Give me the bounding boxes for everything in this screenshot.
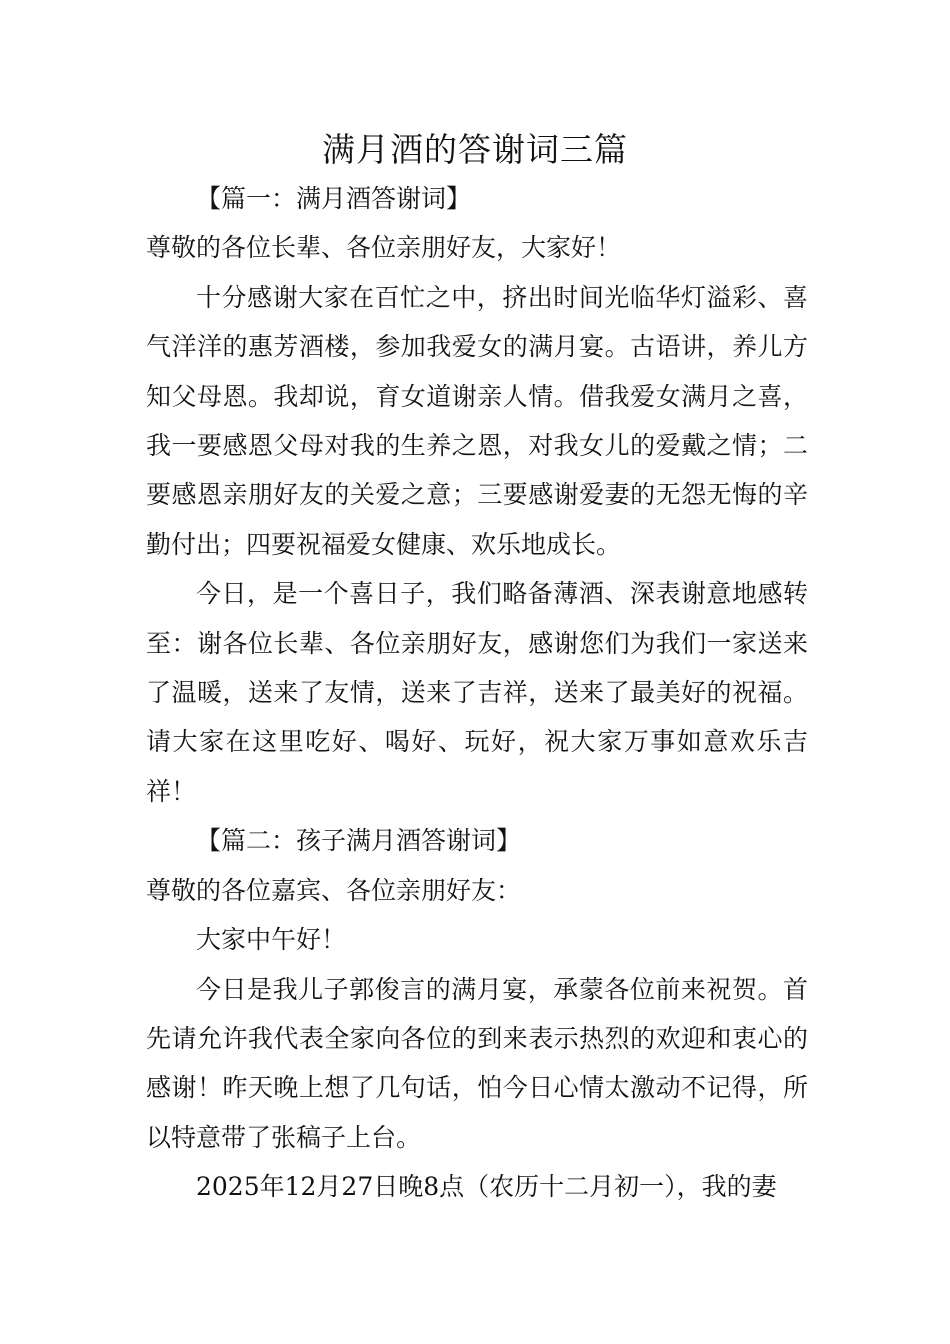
- greeting-1: 尊敬的各位长辈、各位亲朋好友，大家好！: [146, 233, 622, 263]
- document-title: 满月酒的答谢词三篇: [322, 130, 628, 169]
- paragraph-2-1: 今日是我儿子郭俊言的满月宴，承蒙各位前来祝贺。首先请允许我代表全家向各位的到来表示热烈的欢迎和衷心的感谢！昨天晚上想了几句话，怕今日心情太激动不记得，所以特意带了张稿子上台。: [146, 974, 808, 1152]
- paragraph-1-1: 十分感谢大家在百忙之中，挤出时间光临华灯溢彩、喜气洋洋的惠芳酒楼，参加我爱女的满月宴。古语讲，养儿方知父母恩。我却说，育女道谢亲人情。借我爱女满月之喜，我一要感恩父母对我的生养之恩，对我女儿的爱戴之情；二要感恩亲朋好友的关爱之意；三要感谢爱妻的无怨无悔的辛勤付出；四要祝福爱女健康、欢乐地成长。: [146, 282, 808, 559]
- greeting-2: 尊敬的各位嘉宾、各位亲朋好友：: [146, 875, 522, 905]
- document-body: [146, 174, 808, 1212]
- section-heading-1: 【篇一：满月酒答谢词】: [196, 184, 472, 213]
- hello-line: 大家中午好！: [196, 925, 347, 955]
- paragraph-1-2: 今日，是一个喜日子，我们略备薄酒、深表谢意地感转至：谢各位长辈、各位亲朋好友，感谢您们为我们一家送来了温暖，送来了友情，送来了吉祥，送来了最美好的祝福。请大家在这里吃好、喝好、玩好，祝大家万事如意欢乐吉祥！: [146, 579, 808, 806]
- section-heading-2: 【篇二：孩子满月酒答谢词】: [196, 826, 522, 856]
- paragraph-2-2: 2025年12月27日晚8点（农历十二月初一），我的妻: [196, 1172, 777, 1202]
